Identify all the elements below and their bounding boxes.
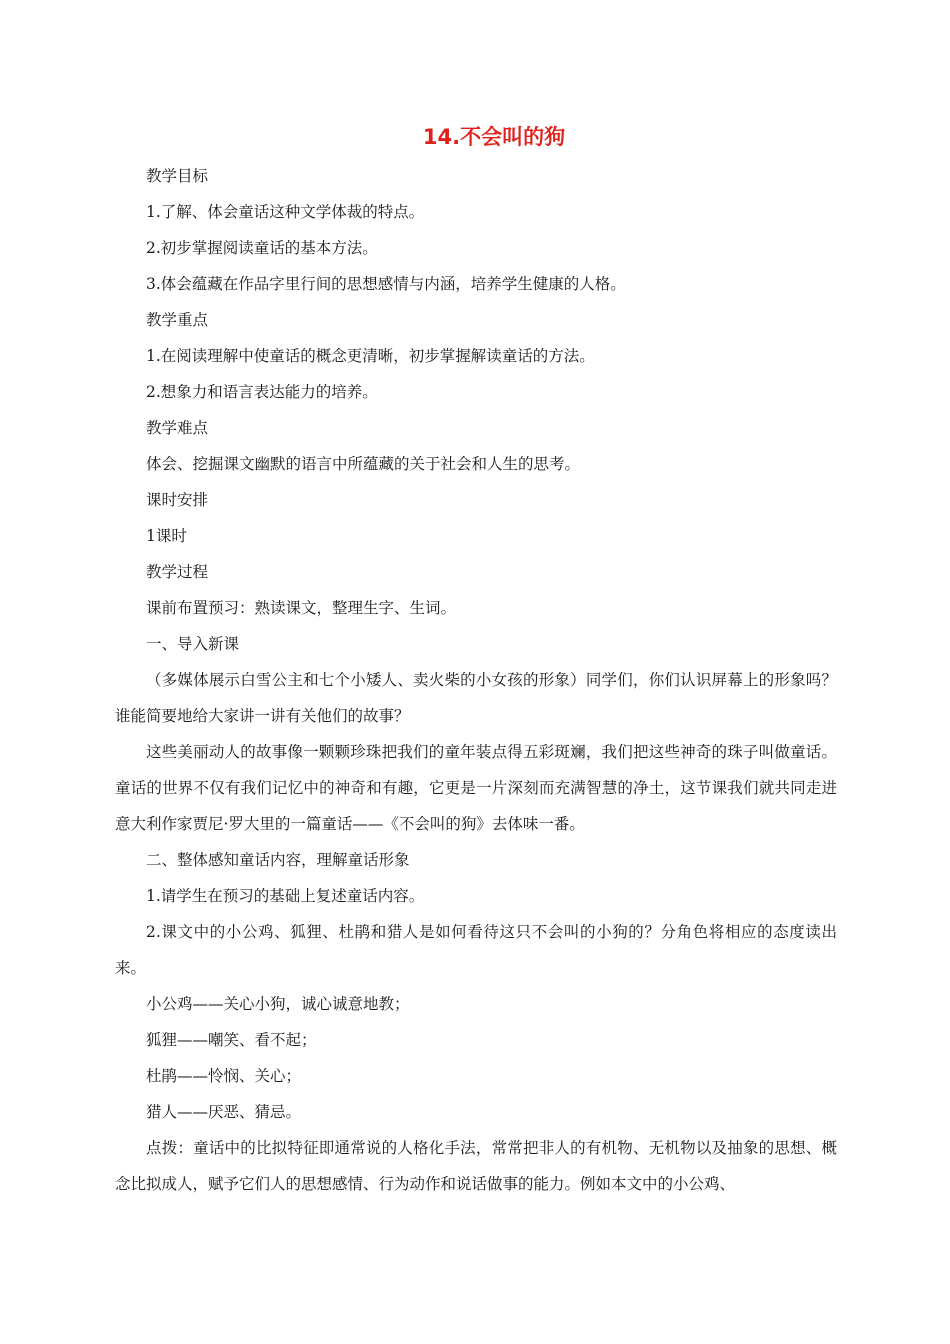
body-paragraph: （多媒体展示白雪公主和七个小矮人、卖火柴的小女孩的形象）同学们，你们认识屏幕上的形象吗？谁能简要地给大家讲一讲有关他们的故事？ [115,671,837,725]
focus-item: 1.在阅读理解中使童话的概念更清晰，初步掌握解读童话的方法。 [146,347,595,365]
character-attitude: 小公鸡——关心小狗，诚心诚意地教； [146,995,410,1013]
body-paragraph: 2.课文中的小公鸡、狐狸、杜鹃和猎人是如何看待这只不会叫的小狗的？分角色将相应的态度读出来。 [115,923,837,977]
difficulty-text: 体会、挖掘课文幽默的语言中所蕴藏的关于社会和人生的思考。 [146,455,581,473]
heading-teaching-process: 教学过程 [146,563,209,581]
body-paragraph: 课前布置预习：熟读课文，整理生字、生词。 [146,599,457,617]
document-title: 14.不会叫的狗 [422,125,566,149]
heading-schedule: 课时安排 [146,491,209,509]
character-attitude: 猎人——厌恶、猜忌。 [146,1103,302,1121]
heading-teaching-difficulty: 教学难点 [146,419,209,437]
heading-teaching-goals: 教学目标 [146,167,209,185]
section-heading: 一、导入新课 [146,635,240,653]
document-body [115,158,837,1202]
focus-item: 2.想象力和语言表达能力的培养。 [146,383,378,401]
body-paragraph: 点拨：童话中的比拟特征即通常说的人格化手法，常常把非人的有机物、无机物以及抽象的思想、概念比拟成人，赋予它们人的思想感情、行为动作和说话做事的能力。例如本文中的小公鸡、 [115,1139,837,1193]
section-heading: 二、整体感知童话内容，理解童话形象 [146,851,410,869]
character-attitude: 狐狸——嘲笑、看不起； [146,1031,317,1049]
character-attitude: 杜鹃——怜悯、关心； [146,1067,302,1085]
goal-item: 3.体会蕴藏在作品字里行间的思想感情与内涵，培养学生健康的人格。 [146,275,626,293]
body-paragraph: 这些美丽动人的故事像一颗颗珍珠把我们的童年装点得五彩斑斓，我们把这些神奇的珠子叫做童话。童话的世界不仅有我们记忆中的神奇和有趣，它更是一片深刻而充满智慧的净土，这节课我们就共同走进意大利作家贾尼·罗大里的一篇童话——《不会叫的狗》去体味一番。 [115,743,837,833]
heading-teaching-focus: 教学重点 [146,311,209,329]
body-paragraph: 1.请学生在预习的基础上复述童话内容。 [146,887,425,905]
schedule-text: 1课时 [146,527,187,545]
goal-item: 1.了解、体会童话这种文学体裁的特点。 [146,203,425,221]
goal-item: 2.初步掌握阅读童话的基本方法。 [146,239,378,257]
